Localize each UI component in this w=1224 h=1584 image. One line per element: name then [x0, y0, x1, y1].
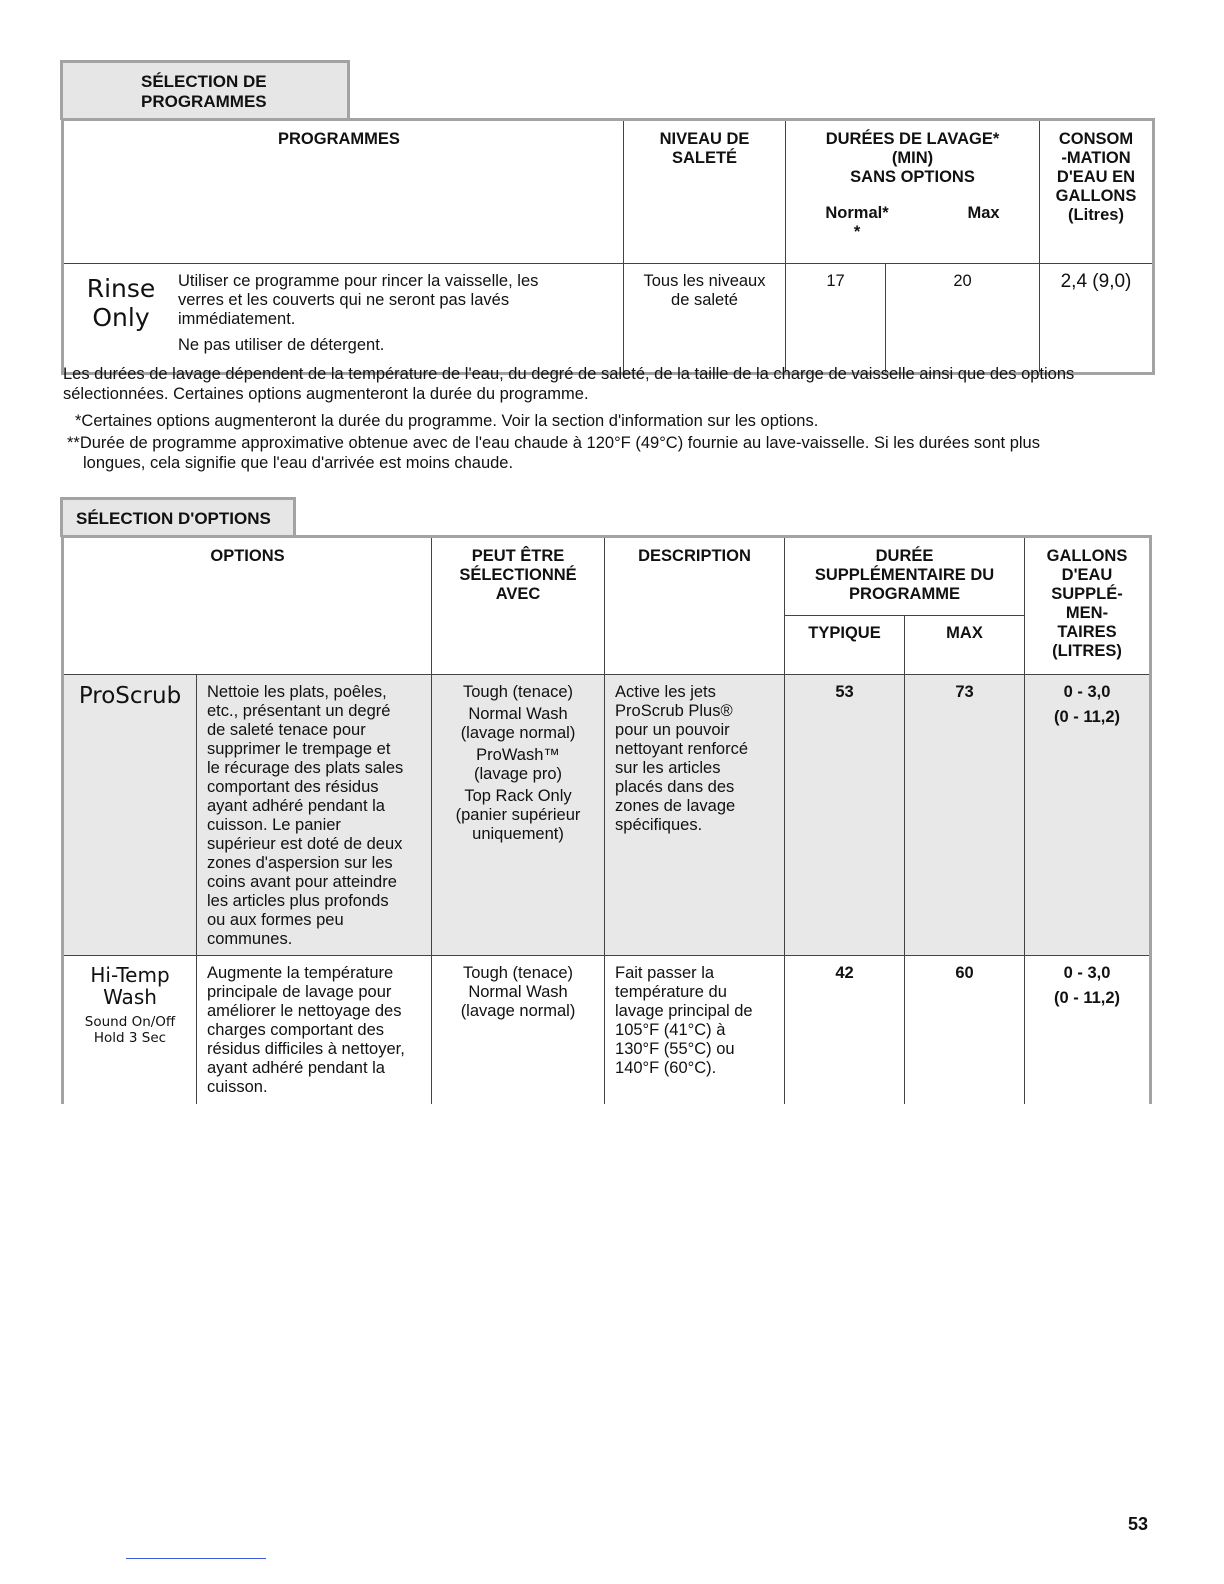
header-extra-water: GALLONS D'EAU SUPPLÉ- MEN- TAIRES (LITRES)	[1025, 537, 1151, 675]
program-soil-level: Tous les niveaux de saleté	[624, 264, 786, 374]
proscrub-icon-label: ProScrub	[63, 675, 197, 956]
proscrub-purpose: Nettoie les plats, poêles, etc., présentant un degré de saleté tenace pour supprimer le trempage et le récurage des plats sales comportant des résidus ayant adhéré pendant la cuisson. Le panier supérieur est doté de deux zones d'aspersion sur les coins avant pour atteindre les articles plus profonds ou aux formes peu communes.	[197, 675, 432, 956]
programs-tab-line-2: PROGRAMMES	[141, 92, 267, 111]
options-table	[61, 535, 1152, 1104]
sound-toggle-hint: Sound On/Off Hold 3 Sec	[84, 1014, 176, 1046]
proscrub-typical: 53	[785, 675, 905, 956]
option-row-hi-temp-wash	[63, 956, 1151, 1105]
rinse-only-icon-label: Rinse Only	[86, 274, 156, 332]
hi-temp-wash-description: Fait passer la température du lavage principal de 105°F (41°C) à 130°F (55°C) ou 140°F (60°C).	[605, 956, 785, 1105]
hi-temp-wash-icon-label: Hi-Temp Wash Sound On/Off Hold 3 Sec	[63, 956, 197, 1105]
option-row-proscrub	[63, 675, 1151, 956]
hi-temp-wash-typical: 42	[785, 956, 905, 1105]
note-star-2: **Durée de programme approximative obtenue avec de l'eau chaude à 120°F (49°C) fournie au lave-vaisselle. Si les durées sont plus longues, cela signifie que l'eau d'arrivée est moins chaude.	[67, 434, 1040, 472]
program-note: Ne pas utiliser de détergent.	[178, 336, 385, 354]
notes-main: Les durées de lavage dépendent de la température de l'eau, du degré de saleté, de la taille de la charge de vaisselle ainsi que des options sélectionnées. Certaines options augmenteront la durée du programme.	[63, 365, 1075, 403]
program-cell	[63, 264, 624, 374]
programs-section-tab	[60, 60, 350, 120]
header-extra-time: DURÉE SUPPLÉMENTAIRE DU PROGRAMME	[785, 537, 1025, 616]
hi-temp-wash-purpose: Augmente la température principale de lavage pour améliorer le nettoyage des charges comportant des résidus difficiles à nettoyer, ayant adhéré pendant la cuisson.	[197, 956, 432, 1105]
proscrub-selectable-with: Tough (tenace) Normal Wash (lavage normal) ProWash™ (lavage pro) Top Rack Only (panier supérieur uniquement)	[432, 675, 605, 956]
programs-table	[61, 118, 1155, 375]
hi-temp-wash-extra-water: 0 - 3,0 (0 - 11,2)	[1025, 956, 1151, 1105]
program-max-time: 20	[886, 264, 1040, 374]
options-section-tab: SÉLECTION D'OPTIONS	[60, 497, 296, 537]
header-typical: TYPIQUE	[785, 616, 905, 675]
page-number: 53	[1128, 1514, 1149, 1534]
header-soil-level: NIVEAU DE SALETÉ	[624, 120, 786, 264]
footer-link-line	[126, 1558, 266, 1559]
header-water-consumption: CONSOM -MATION D'EAU EN GALLONS (Litres)	[1040, 120, 1154, 264]
program-description: Utiliser ce programme pour rincer la vaisselle, les verres et les couverts qui ne seront pas lavés immédiatement.	[178, 272, 539, 328]
header-normal: Normal* *	[825, 204, 889, 241]
header-max: Max	[967, 204, 1000, 222]
note-star-1: *Certaines options augmenteront la durée du programme. Voir la section d'information sur les options.	[75, 412, 819, 430]
program-row-rinse-only	[63, 264, 1154, 374]
header-max-extra: MAX	[905, 616, 1025, 675]
header-selectable-with: PEUT ÊTRE SÉLECTIONNÉ AVEC	[432, 537, 605, 675]
program-water: 2,4 (9,0)	[1040, 264, 1154, 374]
header-options: OPTIONS	[63, 537, 432, 675]
proscrub-description: Active les jets ProScrub Plus® pour un pouvoir nettoyant renforcé sur les articles placés dans des zones de lavage spécifiques.	[605, 675, 785, 956]
header-description: DESCRIPTION	[605, 537, 785, 675]
header-programs: PROGRAMMES	[63, 120, 624, 264]
header-wash-times: DURÉES DE LAVAGE* (MIN) SANS OPTIONS Normal* * Max	[786, 120, 1040, 264]
hi-temp-wash-max: 60	[905, 956, 1025, 1105]
proscrub-extra-water: 0 - 3,0 (0 - 11,2)	[1025, 675, 1151, 956]
program-normal-time: 17	[786, 264, 886, 374]
programs-tab-line-1: SÉLECTION DE	[141, 72, 267, 91]
proscrub-max: 73	[905, 675, 1025, 956]
hi-temp-wash-selectable-with: Tough (tenace) Normal Wash (lavage normal)	[432, 956, 605, 1105]
